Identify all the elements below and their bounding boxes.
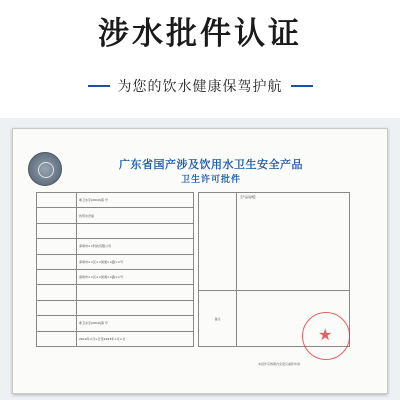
row-label [37,285,77,300]
row-label [37,269,77,284]
certificate-footnote: 本批件有效期内变更应重新申请 [258,362,301,366]
row-value: 深圳市××科技有限公司 [77,239,194,254]
row-value [77,223,194,238]
row-value [77,285,194,300]
row-label [37,254,77,269]
certificate-row [37,331,194,346]
row-value: 深圳市××区××街道××路××号 [77,269,194,284]
certificate-row [37,300,194,315]
right-dash [291,85,313,87]
national-emblem-icon [28,152,62,186]
certificate-row [37,316,194,331]
certificate-row [37,239,194,254]
certificate-row [37,254,194,269]
row-value: 深圳市××区××街道××路××号 [77,254,194,269]
subtitle-row [0,76,400,96]
row-value: 饮用水设备 [77,208,194,223]
remarks-label: 备注 [199,291,237,347]
official-seal-icon [302,312,350,360]
product-description-cell [237,193,350,291]
page-subtitle: 为您的饮水健康保驾护航 [117,79,283,95]
row-label [37,239,77,254]
row-label [37,193,77,208]
row-value: 2019年×月×日至2023年×月×日 [77,331,194,346]
row-label [37,331,77,346]
product-description-row [199,193,350,291]
row-label [37,316,77,331]
page-headline: 涉水批件认证 [98,16,302,52]
row-value: 粤卫水字(2019)第 号 [77,316,194,331]
certificate-row [37,285,194,300]
certificate-row [37,193,194,208]
left-dash [88,85,110,87]
product-description-label [199,193,237,291]
certificate-row [37,269,194,284]
certificate-row [37,223,194,238]
certificate-title: 广东省国产涉及饮用水卫生安全产品 [119,158,303,171]
row-value [77,300,194,315]
row-label [37,300,77,315]
certificate-row [37,208,194,223]
row-value: 粤卫水字(2019)第 号 [77,193,194,208]
certificate-subtitle: 卫生许可批件 [180,175,241,185]
text-line: 【产品说明】 [239,195,258,199]
certificate-left-table [36,192,194,347]
row-label [37,223,77,238]
row-label [37,208,77,223]
